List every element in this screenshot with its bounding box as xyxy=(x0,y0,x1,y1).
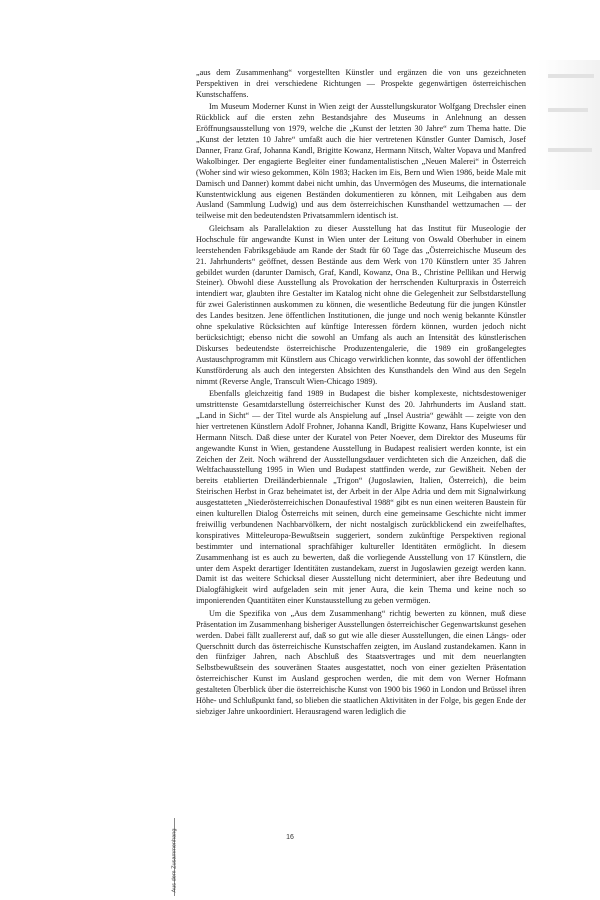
body-paragraph-5: Um die Spezifika von „Aus dem Zusammenhang“ richtig bewerten zu können, muß diese Präsentation im Zusammenhang bisheriger Ausstellungen österreichischer Gegenwartskunst gesehen werden. Dabei fällt zuallererst auf, daß so gut wie alle dieser Ausstellungen, die einen Längs- oder Querschnitt durch das österreichische Kunstschaffen zeigten, im Ausland zustandekamen. Kann in den fünfziger Jahren, nach Abschluß des Staatsvertrages und mit dem neuerlangten Selbstbewußtsein des souveränen Staates ausgestattet, noch von einer gezielten Präsentation österreichischer Kunst im Ausland gesprochen werden, die mit dem von Werner Hofmann gestalteten Überblick über die österreichische Kunst von 1900 bis 1960 in London und Brüssel ihren Höhe- und Schlußpunkt fand, so blieben die staatlichen Aktivitäten in der Folge, bis gegen Ende der siebziger Jahre unkoordiniert. Herausragend waren lediglich die xyxy=(196,608,526,716)
body-paragraph-4: Ebenfalls gleichzeitig fand 1989 in Budapest die bisher komplexeste, nichtsdestoweniger umstrittenste Gesamtdarstellung österreichischer Kunst des 20. Jahrhunderts im Ausland statt. „Land in Sicht“ — der Titel wurde als Anspielung auf „Insel Austria“ gewählt — zeigte von den hier vertretenen Künstlern Adolf Frohner, Johanna Kandl, Brigitte Kowanz, Hans Kupelwieser und Hermann Nitsch. Daß diese unter der Kuratel von Peter Noever, dem Direktor des Museums für angewandte Kunst in Wien, gestandene Ausstellung in Budapest realisiert werden konnte, ist ein Zeichen der Zeit. Noch während der Ausstellungsdauer verdichteten sich die Anzeichen, daß die Weltfachausstellung 1995 in Wien und Budapest stattfinden werde, zur Gewißheit. Neben der bereits etablierten Dreiländerbiennale „Trigon“ (Jugoslawien, Italien, Österreich), die beim Steirischen Herbst in Graz beheimatet ist, der Arbeit in der Alpe Adria und dem mit Signalwirkung ausgestatteten „Niederösterreichischen Donaufestival 1988“ gibt es nun einen weiteren Baustein für einen kulturellen Dialog Österreichs mit seinen, durch eine gemeinsame Geschichte nicht immer freiwillig verbundenen Nachbarvölkern, der nicht nostalgisch zurückblickend ein zweifelhaftes, konspiratives Mitteleuropa-Bewußtsein suggeriert, sondern zukünftige Perspektiven regional bestimmter und international sprachfähiger kultureller Identitäten ermöglicht. In diesem Zusammenhang ist es auch zu bewerten, daß die vorliegende Ausstellung von 17 Künstlern, die unter dem Aspekt derartiger Identitäten zustandekam, zuerst in Jugoslawien gezeigt werden kann. Damit ist das weitere Schicksal dieser Ausstellung nicht determiniert, aber ihre Bedeutung und Dialogfähigkeit wird aufgeladen sein mit jener Aura, die kein Thema und keine noch so imponierenden Quantitäten einer Kunstausstellung zu geben vermögen. xyxy=(196,389,526,606)
page-number: 16 xyxy=(286,834,294,841)
adjacent-page-bleed xyxy=(538,60,600,190)
body-paragraph-1: „aus dem Zusammenhang“ vorgestellten Künstler und ergänzen die von uns gezeichneten Perspektiven in drei verschiedene Richtungen — Prospekte gegenwärtigen österreichischen Kunstschaffens. xyxy=(196,68,526,99)
body-paragraph-3: Gleichsam als Parallelaktion zu dieser Ausstellung hat das Institut für Museologie der Hochschule für angewandte Kunst in Wien unter der Leitung von Oswald Oberhuber in einem leerstehenden Fabriksgebäude am Rande der Stadt für 60 Tage das „Österreichische Museum des 21. Jahrhunderts“ geöffnet, dessen Bestände aus dem Werk von 170 Künstlern unter 35 Jahren gebildet wurden (darunter Damisch, Graf, Kandl, Kowanz, Ona B., Christine Pellikan und Herwig Steiner). Obwohl diese Ausstellung als Provokation der herrschenden Kulturpraxis in Österreich intendiert war, glaubten ihre Gestalter im Katalog nicht ohne die Gelegenheit zur Selbstdarstellung für zwei Galeristinnen auskommen zu können, die wesentliche Bedeutung für die jungen Künstler des Landes besitzen. Jene öffentlichen Institutionen, die junge und noch wenig bekannte Künstler ohne spekulative Rücksichten auf künftige Interessen fördern können, wurden jedoch nicht berücksichtigt; ebenso nicht die sowohl an Umfang als auch an Intensität des künstlerischen Diskurses bedeutendste österreichische Produzentengalerie, die 1989 ein großangelegtes Austauschprogramm mit Künstlern aus Chicago verwirklichen konnte, das sowohl der öffentlichen Kunstförderung als auch den integersten Absichten des Kunsthandels den Wind aus den Segeln nimmt (Reverse Angle, Transcult Wien-Chicago 1989). xyxy=(196,223,526,386)
body-text-column xyxy=(196,68,526,719)
running-title-vertical: Aus dem Zusammenhang xyxy=(171,828,178,893)
body-paragraph-2: Im Museum Moderner Kunst in Wien zeigt der Ausstellungskurator Wolfgang Drechsler einen Rückblick auf die ersten zehn Bestandsjahre des Museums in Anlehnung an dessen Eröffnungsausstellung von 1979, welche die „Kunst der letzten 30 Jahre“ zum Thema hatte. Die „Kunst der letzten 10 Jahre“ umfaßt auch die hier vertretenen Künstler Gunter Damisch, Josef Danner, Franz Graf, Johanna Kandl, Brigitte Kowanz, Hermann Nitsch, Walter Vopava und Manfred Wakolbinger. Der engagierte Begleiter einer fundamentalistischen „Neuen Malerei“ in Österreich (Woher sind wir wieso gekommen, Köln 1983; Hacken im Eis, Bern und Wien 1986, beide Male mit Damisch und Danner) kommt dabei nicht umhin, das Unvermögen des Museums, die internationale Kunstentwicklung aus eigenen Beständen dokumentieren zu können, mit Leihgaben aus dem Ausland (Sammlung Ludwig) und aus dem österreichischen Kunsthandel wettzumachen — der teilweise mit den bedeutendsten Privatsammlern identisch ist. xyxy=(196,102,526,221)
